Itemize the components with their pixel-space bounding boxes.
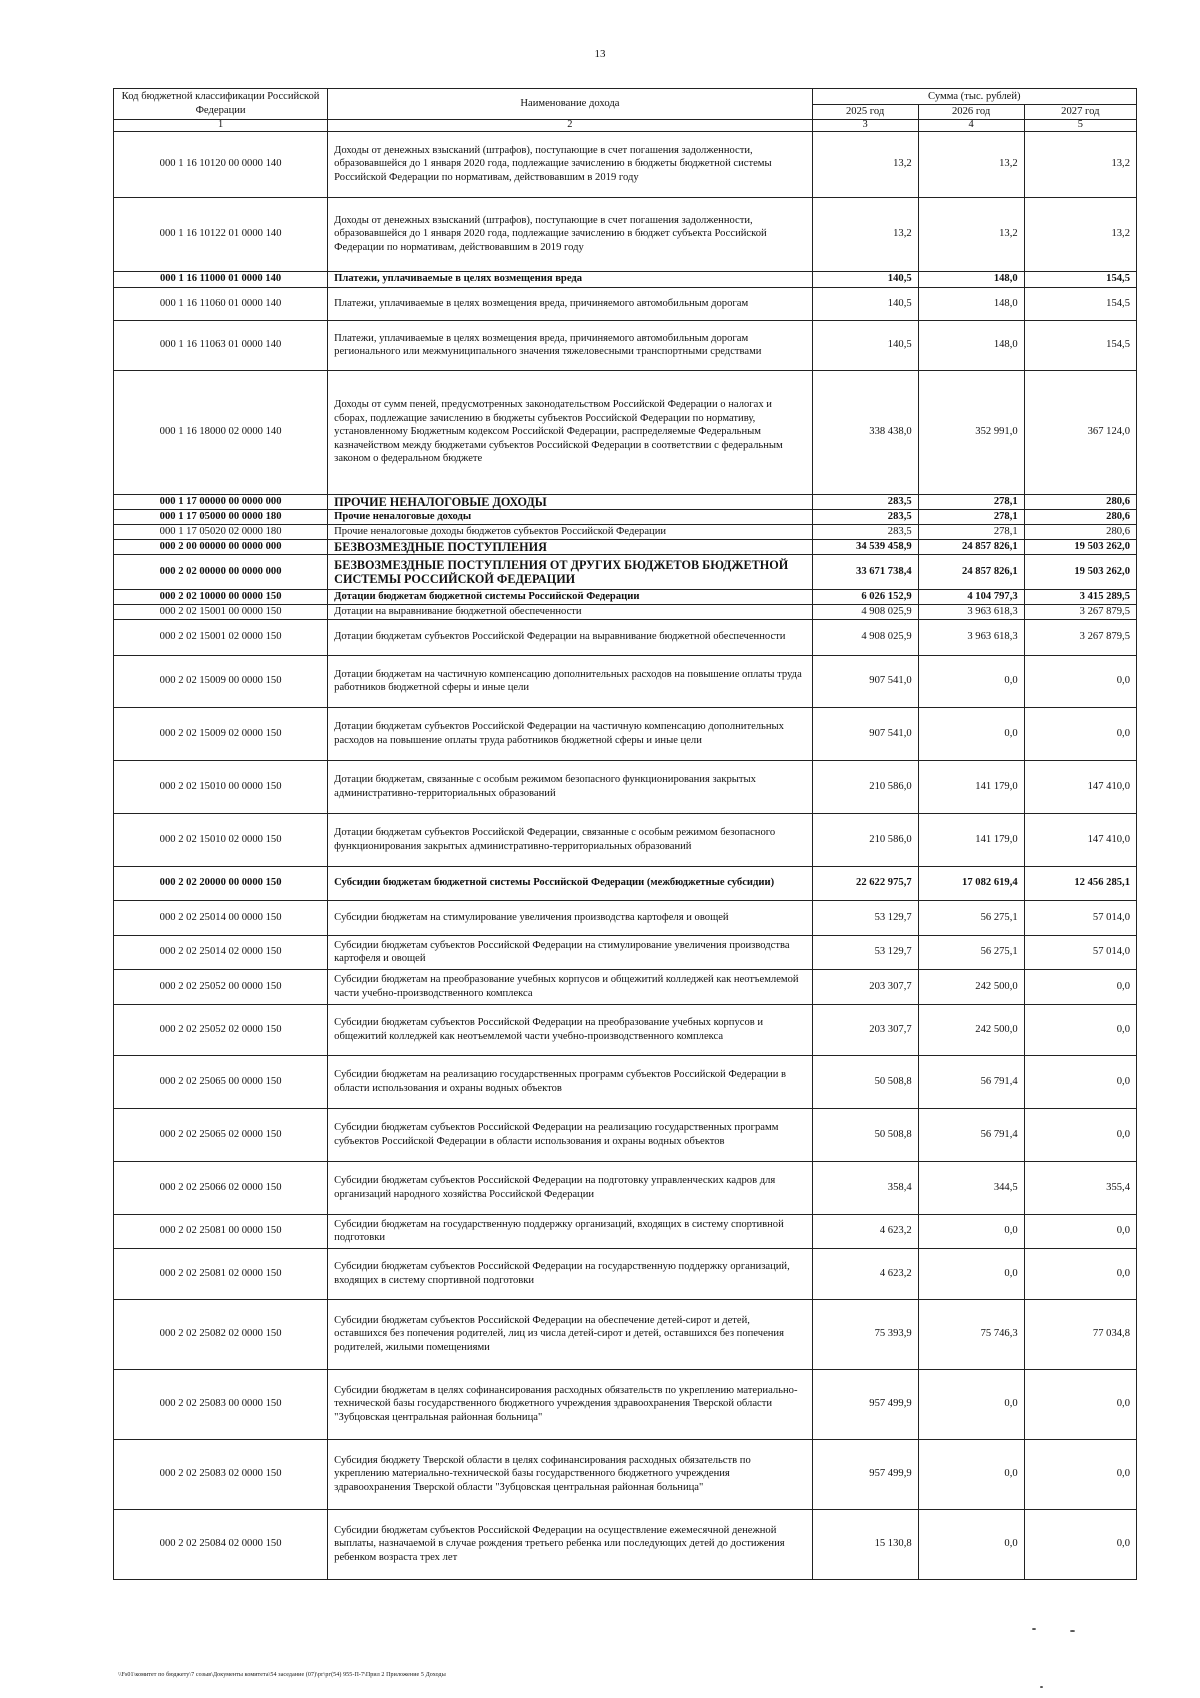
row-value-2025: 338 438,0: [812, 370, 918, 494]
row-name: БЕЗВОЗМЕЗДНЫЕ ПОСТУПЛЕНИЯ: [328, 539, 812, 554]
row-value-2025: 907 541,0: [812, 655, 918, 707]
scan-speck: [1040, 1686, 1043, 1688]
row-value-2027: 147 410,0: [1024, 760, 1136, 813]
row-name: Субсидии бюджетам бюджетной системы Российской Федерации (межбюджетные субсидии): [328, 866, 812, 900]
row-name: Доходы от денежных взысканий (штрафов), поступающие в счет погашения задолженности, образовавшейся до 1 января 2020 года, подлежащие зачислению в бюджет субъекта Российской Федерации по нормативам, действовавшим в 2019 году: [328, 197, 812, 271]
row-value-2027: 280,6: [1024, 524, 1136, 539]
row-value-2027: 13,2: [1024, 197, 1136, 271]
table-body: [114, 131, 1137, 1579]
table-row: [114, 619, 1137, 655]
row-value-2025: 50 508,8: [812, 1108, 918, 1161]
row-value-2026: 148,0: [918, 271, 1024, 287]
row-name: Субсидия бюджету Тверской области в целях софинансирования расходных обязательств по укреплению материально-технической базы государственного бюджетного учреждения здравоохранения Тверской области "Зубцовская центральная районная больница": [328, 1439, 812, 1509]
row-value-2026: 0,0: [918, 707, 1024, 760]
row-code: 000 2 02 15010 02 0000 150: [114, 813, 328, 866]
row-name: Дотации бюджетам на частичную компенсацию дополнительных расходов на повышение оплаты труда работников бюджетной сферы и иные цели: [328, 655, 812, 707]
table-row: [114, 287, 1137, 320]
row-value-2027: 3 415 289,5: [1024, 589, 1136, 604]
row-value-2026: 56 791,4: [918, 1108, 1024, 1161]
row-value-2027: 3 267 879,5: [1024, 604, 1136, 619]
header-2025: 2025 год: [812, 105, 918, 120]
row-value-2026: 148,0: [918, 287, 1024, 320]
row-value-2025: 6 026 152,9: [812, 589, 918, 604]
row-value-2026: 75 746,3: [918, 1299, 1024, 1369]
row-name: Субсидии бюджетам на преобразование учебных корпусов и общежитий колледжей как неотъемлемой части учебно-производственного комплекса: [328, 969, 812, 1004]
row-value-2026: 56 275,1: [918, 900, 1024, 935]
row-value-2026: 4 104 797,3: [918, 589, 1024, 604]
row-value-2027: 154,5: [1024, 271, 1136, 287]
row-code: 000 2 02 25081 00 0000 150: [114, 1214, 328, 1248]
row-value-2025: 15 130,8: [812, 1509, 918, 1579]
row-code: 000 1 16 11063 01 0000 140: [114, 320, 328, 370]
row-code: 000 1 16 18000 02 0000 140: [114, 370, 328, 494]
row-code: 000 2 02 15001 00 0000 150: [114, 604, 328, 619]
row-code: 000 2 02 25066 02 0000 150: [114, 1161, 328, 1214]
row-value-2027: 355,4: [1024, 1161, 1136, 1214]
row-name: Субсидии бюджетам субъектов Российской Федерации на реализацию государственных программ субъектов Российской Федерации в области использования и охраны водных объектов: [328, 1108, 812, 1161]
row-value-2025: 4 623,2: [812, 1214, 918, 1248]
table-row: [114, 370, 1137, 494]
row-code: 000 2 02 25081 02 0000 150: [114, 1248, 328, 1299]
table-row: [114, 1248, 1137, 1299]
row-value-2027: 154,5: [1024, 320, 1136, 370]
row-name: Субсидии бюджетам на реализацию государственных программ субъектов Российской Федерации в области использования и охраны водных объектов: [328, 1055, 812, 1108]
row-value-2026: 13,2: [918, 197, 1024, 271]
row-value-2027: 19 503 262,0: [1024, 554, 1136, 589]
row-value-2025: 22 622 975,7: [812, 866, 918, 900]
row-code: 000 2 02 25052 02 0000 150: [114, 1004, 328, 1055]
table-row: [114, 539, 1137, 554]
row-value-2025: 4 908 025,9: [812, 604, 918, 619]
row-value-2025: 140,5: [812, 287, 918, 320]
row-name: Субсидии бюджетам субъектов Российской Федерации на преобразование учебных корпусов и общежитий колледжей как неотъемлемой части учебно-производственного комплекса: [328, 1004, 812, 1055]
row-value-2027: 0,0: [1024, 1369, 1136, 1439]
row-value-2025: 53 129,7: [812, 935, 918, 969]
row-value-2025: 50 508,8: [812, 1055, 918, 1108]
row-value-2025: 140,5: [812, 320, 918, 370]
table-row: [114, 604, 1137, 619]
table-row: [114, 554, 1137, 589]
row-code: 000 2 02 25014 02 0000 150: [114, 935, 328, 969]
row-code: 000 1 16 10122 01 0000 140: [114, 197, 328, 271]
row-value-2027: 77 034,8: [1024, 1299, 1136, 1369]
table-row: [114, 589, 1137, 604]
table-row: [114, 494, 1137, 509]
table-row: [114, 320, 1137, 370]
table-row: [114, 866, 1137, 900]
row-name: Субсидии бюджетам субъектов Российской Федерации на государственную поддержку организаций, входящих в систему спортивной подготовки: [328, 1248, 812, 1299]
row-code: 000 2 02 25083 00 0000 150: [114, 1369, 328, 1439]
row-value-2026: 56 791,4: [918, 1055, 1024, 1108]
row-value-2026: 0,0: [918, 1248, 1024, 1299]
table-row: [114, 707, 1137, 760]
table-row: [114, 1055, 1137, 1108]
row-name: Прочие неналоговые доходы бюджетов субъектов Российской Федерации: [328, 524, 812, 539]
row-name: Дотации бюджетам субъектов Российской Федерации на выравнивание бюджетной обеспеченности: [328, 619, 812, 655]
row-name: Доходы от денежных взысканий (штрафов), поступающие в счет погашения задолженности, образовавшейся до 1 января 2020 года, подлежащие зачислению в бюджеты бюджетной системы Российской Федерации по нормативам, действовавшим в 2019 году: [328, 131, 812, 197]
table-row: [114, 1004, 1137, 1055]
table-row: [114, 935, 1137, 969]
row-name: Субсидии бюджетам в целях софинансирования расходных обязательств по укреплению материально-технической базы государственного бюджетного учреждения здравоохранения Тверской области "Зубцовская центральная районная больница": [328, 1369, 812, 1439]
row-value-2027: 0,0: [1024, 1509, 1136, 1579]
table-row: [114, 1439, 1137, 1509]
row-value-2025: 907 541,0: [812, 707, 918, 760]
row-value-2026: 3 963 618,3: [918, 604, 1024, 619]
row-name: Субсидии бюджетам субъектов Российской Федерации на осуществление ежемесячной денежной выплаты, назначаемой в случае рождения третьего ребенка или последующих детей до достижения ребенком возраста трех лет: [328, 1509, 812, 1579]
row-value-2025: 283,5: [812, 509, 918, 524]
row-value-2026: 242 500,0: [918, 1004, 1024, 1055]
row-code: 000 2 02 25065 02 0000 150: [114, 1108, 328, 1161]
table-header: [114, 89, 1137, 132]
table-row: [114, 1108, 1137, 1161]
row-code: 000 1 17 00000 00 0000 000: [114, 494, 328, 509]
table-row: [114, 1509, 1137, 1579]
header-2027: 2027 год: [1024, 105, 1136, 120]
row-value-2026: 141 179,0: [918, 813, 1024, 866]
row-value-2025: 13,2: [812, 131, 918, 197]
row-name: Дотации бюджетам субъектов Российской Федерации, связанные с особым режимом безопасного функционирования закрытых административно-территориальных образований: [328, 813, 812, 866]
row-value-2026: 0,0: [918, 1439, 1024, 1509]
row-code: 000 2 02 25065 00 0000 150: [114, 1055, 328, 1108]
table-row: [114, 524, 1137, 539]
row-code: 000 1 16 11060 01 0000 140: [114, 287, 328, 320]
row-value-2026: 24 857 826,1: [918, 554, 1024, 589]
column-number-5: 5: [1024, 119, 1136, 131]
scan-speck: [1070, 1630, 1075, 1632]
row-value-2025: 210 586,0: [812, 813, 918, 866]
table-row: [114, 1161, 1137, 1214]
row-value-2026: 352 991,0: [918, 370, 1024, 494]
row-code: 000 2 02 15001 02 0000 150: [114, 619, 328, 655]
file-path-footer: \\Fs01\комитет по бюджету\7 созыв\Документы комитета\54 заседание (07)\рг\рг(54) 955-П-7\Прил 2 Приложение 5 Доходы: [118, 1672, 446, 1678]
row-value-2027: 19 503 262,0: [1024, 539, 1136, 554]
table-row: [114, 969, 1137, 1004]
revenue-table: [113, 88, 1137, 1580]
row-value-2027: 147 410,0: [1024, 813, 1136, 866]
row-value-2027: 0,0: [1024, 1055, 1136, 1108]
row-value-2027: 367 124,0: [1024, 370, 1136, 494]
row-value-2027: 0,0: [1024, 1248, 1136, 1299]
row-value-2026: 278,1: [918, 494, 1024, 509]
row-value-2026: 141 179,0: [918, 760, 1024, 813]
row-code: 000 1 16 11000 01 0000 140: [114, 271, 328, 287]
row-value-2026: 0,0: [918, 1214, 1024, 1248]
row-name: Субсидии бюджетам субъектов Российской Федерации на обеспечение детей-сирот и детей, оставшихся без попечения родителей, лиц из числа детей-сирот и детей, оставшихся без попечения родителей, жилыми помещениями: [328, 1299, 812, 1369]
row-name: Прочие неналоговые доходы: [328, 509, 812, 524]
row-name: БЕЗВОЗМЕЗДНЫЕ ПОСТУПЛЕНИЯ ОТ ДРУГИХ БЮДЖЕТОВ БЮДЖЕТНОЙ СИСТЕМЫ РОССИЙСКОЙ ФЕДЕРАЦИИ: [328, 554, 812, 589]
row-code: 000 2 02 15010 00 0000 150: [114, 760, 328, 813]
row-code: 000 2 00 00000 00 0000 000: [114, 539, 328, 554]
row-value-2025: 957 499,9: [812, 1439, 918, 1509]
header-sum: Сумма (тыс. рублей): [812, 89, 1136, 105]
row-value-2025: 283,5: [812, 494, 918, 509]
row-code: 000 2 02 25052 00 0000 150: [114, 969, 328, 1004]
row-name: Платежи, уплачиваемые в целях возмещения вреда: [328, 271, 812, 287]
column-number-1: 1: [114, 119, 328, 131]
row-code: 000 2 02 25084 02 0000 150: [114, 1509, 328, 1579]
row-value-2025: 203 307,7: [812, 1004, 918, 1055]
row-value-2026: 0,0: [918, 1369, 1024, 1439]
header-code: Код бюджетной классификации Российской Федерации: [114, 89, 328, 120]
header-name: Наименование дохода: [328, 89, 812, 120]
column-number-4: 4: [918, 119, 1024, 131]
row-value-2027: 12 456 285,1: [1024, 866, 1136, 900]
row-value-2025: 4 908 025,9: [812, 619, 918, 655]
row-value-2026: 17 082 619,4: [918, 866, 1024, 900]
row-value-2027: 0,0: [1024, 1439, 1136, 1509]
row-code: 000 2 02 00000 00 0000 000: [114, 554, 328, 589]
row-value-2027: 0,0: [1024, 1004, 1136, 1055]
row-value-2027: 0,0: [1024, 655, 1136, 707]
row-code: 000 2 02 25083 02 0000 150: [114, 1439, 328, 1509]
table-row: [114, 900, 1137, 935]
table-row: [114, 131, 1137, 197]
row-name: ПРОЧИЕ НЕНАЛОГОВЫЕ ДОХОДЫ: [328, 494, 812, 509]
row-value-2025: 75 393,9: [812, 1299, 918, 1369]
table-row: [114, 271, 1137, 287]
row-name: Субсидии бюджетам субъектов Российской Федерации на стимулирование увеличения производства картофеля и овощей: [328, 935, 812, 969]
row-value-2027: 57 014,0: [1024, 900, 1136, 935]
row-name: Субсидии бюджетам субъектов Российской Федерации на подготовку управленческих кадров для организаций народного хозяйства Российской Федерации: [328, 1161, 812, 1214]
header-2026: 2026 год: [918, 105, 1024, 120]
row-value-2026: 344,5: [918, 1161, 1024, 1214]
row-value-2026: 0,0: [918, 655, 1024, 707]
row-code: 000 2 02 25014 00 0000 150: [114, 900, 328, 935]
row-value-2026: 0,0: [918, 1509, 1024, 1579]
table-row: [114, 1299, 1137, 1369]
row-value-2025: 13,2: [812, 197, 918, 271]
row-name: Платежи, уплачиваемые в целях возмещения вреда, причиняемого автомобильным дорогам регионального или межмуниципального значения тяжеловесными транспортными средствами: [328, 320, 812, 370]
row-code: 000 2 02 15009 02 0000 150: [114, 707, 328, 760]
table-row: [114, 197, 1137, 271]
row-value-2026: 278,1: [918, 509, 1024, 524]
row-value-2025: 358,4: [812, 1161, 918, 1214]
row-value-2025: 957 499,9: [812, 1369, 918, 1439]
column-number-2: 2: [328, 119, 812, 131]
row-name: Дотации бюджетам, связанные с особым режимом безопасного функционирования закрытых административно-территориальных образований: [328, 760, 812, 813]
row-code: 000 2 02 10000 00 0000 150: [114, 589, 328, 604]
row-value-2027: 0,0: [1024, 707, 1136, 760]
row-code: 000 1 17 05020 02 0000 180: [114, 524, 328, 539]
column-number-3: 3: [812, 119, 918, 131]
row-value-2026: 148,0: [918, 320, 1024, 370]
row-code: 000 1 16 10120 00 0000 140: [114, 131, 328, 197]
row-value-2026: 278,1: [918, 524, 1024, 539]
row-value-2027: 280,6: [1024, 509, 1136, 524]
row-value-2026: 13,2: [918, 131, 1024, 197]
row-value-2026: 56 275,1: [918, 935, 1024, 969]
table-row: [114, 1214, 1137, 1248]
row-code: 000 2 02 15009 00 0000 150: [114, 655, 328, 707]
row-value-2026: 24 857 826,1: [918, 539, 1024, 554]
row-value-2027: 280,6: [1024, 494, 1136, 509]
row-value-2026: 242 500,0: [918, 969, 1024, 1004]
row-value-2027: 57 014,0: [1024, 935, 1136, 969]
page-number: 13: [594, 48, 606, 60]
row-name: Субсидии бюджетам на стимулирование увеличения производства картофеля и овощей: [328, 900, 812, 935]
row-name: Платежи, уплачиваемые в целях возмещения вреда, причиняемого автомобильным дорогам: [328, 287, 812, 320]
row-value-2025: 210 586,0: [812, 760, 918, 813]
row-value-2027: 154,5: [1024, 287, 1136, 320]
row-value-2025: 4 623,2: [812, 1248, 918, 1299]
row-value-2025: 33 671 738,4: [812, 554, 918, 589]
table-row: [114, 509, 1137, 524]
row-code: 000 1 17 05000 00 0000 180: [114, 509, 328, 524]
row-name: Субсидии бюджетам на государственную поддержку организаций, входящих в систему спортивной подготовки: [328, 1214, 812, 1248]
row-value-2027: 13,2: [1024, 131, 1136, 197]
row-name: Дотации на выравнивание бюджетной обеспеченности: [328, 604, 812, 619]
row-value-2025: 34 539 458,9: [812, 539, 918, 554]
row-name: Дотации бюджетам субъектов Российской Федерации на частичную компенсацию дополнительных расходов на повышение оплаты труда работников бюджетной сферы и иные цели: [328, 707, 812, 760]
row-value-2027: 0,0: [1024, 969, 1136, 1004]
row-code: 000 2 02 25082 02 0000 150: [114, 1299, 328, 1369]
row-value-2025: 203 307,7: [812, 969, 918, 1004]
row-code: 000 2 02 20000 00 0000 150: [114, 866, 328, 900]
table-row: [114, 1369, 1137, 1439]
table-row: [114, 813, 1137, 866]
scan-speck: [1032, 1628, 1036, 1630]
row-value-2025: 53 129,7: [812, 900, 918, 935]
row-value-2027: 0,0: [1024, 1214, 1136, 1248]
row-value-2025: 140,5: [812, 271, 918, 287]
row-name: Доходы от сумм пеней, предусмотренных законодательством Российской Федерации о налогах и сборах, подлежащие зачислению в бюджеты субъектов Российской Федерации по нормативу, установленному Бюджетным кодексом Российской Федерации, распределяемые Федеральным казначейством между бюджетами субъектов Российской Федерации в соответствии с федеральным законом о федеральном бюджете: [328, 370, 812, 494]
row-value-2027: 0,0: [1024, 1108, 1136, 1161]
table-row: [114, 655, 1137, 707]
row-name: Дотации бюджетам бюджетной системы Российской Федерации: [328, 589, 812, 604]
table-row: [114, 760, 1137, 813]
row-value-2027: 3 267 879,5: [1024, 619, 1136, 655]
row-value-2026: 3 963 618,3: [918, 619, 1024, 655]
row-value-2025: 283,5: [812, 524, 918, 539]
